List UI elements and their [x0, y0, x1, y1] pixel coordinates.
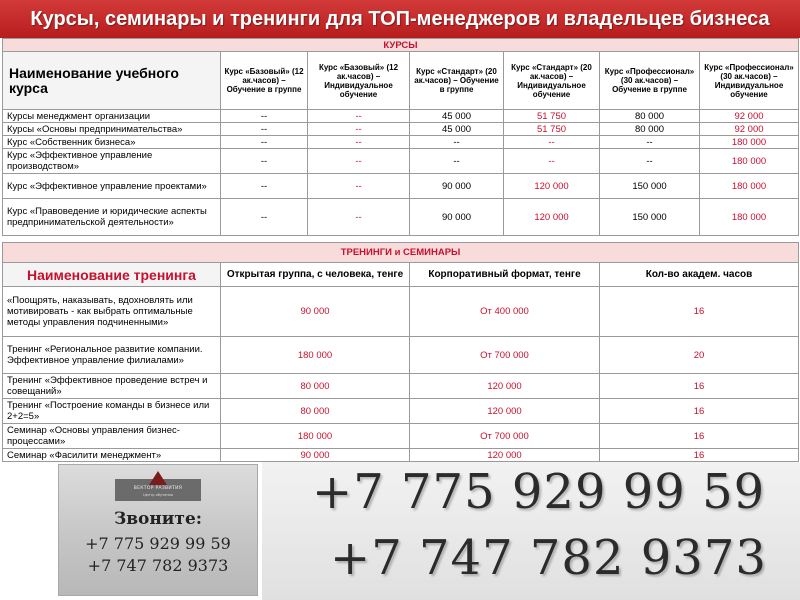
price-cell: --: [410, 149, 504, 174]
course-name: Курс «Эффективное управление проектами»: [3, 174, 221, 199]
training-name-header: Наименование тренинга: [3, 263, 221, 287]
training-name: Семинар «Основы управления бизнес-процессами»: [3, 424, 221, 449]
price-cell: 80 000: [221, 374, 410, 399]
column-header: Курс «Базовый» (12 ак.часов) – Индивидуальное обучение: [308, 52, 410, 110]
price-cell: 180 000: [221, 424, 410, 449]
price-cell: --: [504, 136, 600, 149]
price-cell: --: [600, 149, 700, 174]
price-cell: 90 000: [410, 199, 504, 236]
price-cell: 92 000: [700, 110, 799, 123]
price-cell: 120 000: [410, 374, 600, 399]
price-cell: 120 000: [504, 174, 600, 199]
price-cell: 45 000: [410, 123, 504, 136]
table-row: [3, 449, 799, 462]
logo-sub-text: Центр обучения: [143, 493, 173, 497]
training-name: Тренинг «Эффективное проведение встреч и совещаний»: [3, 374, 221, 399]
phone-number[interactable]: +7 747 782 9373: [87, 556, 229, 575]
price-cell: --: [600, 136, 700, 149]
price-cell: От 700 000: [410, 424, 600, 449]
price-cell: 80 000: [221, 399, 410, 424]
logo-mark-icon: [149, 471, 167, 485]
price-cell: 51 750: [504, 110, 600, 123]
course-name-header: Наименование учебного курса: [3, 52, 221, 110]
price-cell: 80 000: [600, 123, 700, 136]
training-name: Семинар «Фасилити менеджмент»: [3, 449, 221, 462]
course-name: Курсы менеджмент организации: [3, 110, 221, 123]
hours-cell: 20: [600, 337, 799, 374]
price-cell: --: [308, 174, 410, 199]
price-cell: 180 000: [221, 337, 410, 374]
price-cell: --: [308, 149, 410, 174]
price-cell: 90 000: [410, 174, 504, 199]
table-row: [3, 174, 799, 199]
column-header: Открытая группа, с человека, тенге: [221, 263, 410, 287]
price-cell: --: [308, 110, 410, 123]
hours-cell: 16: [600, 449, 799, 462]
hours-cell: 16: [600, 399, 799, 424]
table-row: [3, 374, 799, 399]
trainings-section-header: ТРЕНИНГИ и СЕМИНАРЫ: [3, 243, 799, 263]
price-cell: --: [504, 149, 600, 174]
price-cell: От 400 000: [410, 287, 600, 337]
column-header: Курс «Стандарт» (20 ак.часов) – Индивидуальное обучение: [504, 52, 600, 110]
course-name: Курсы «Основы предпринимательства»: [3, 123, 221, 136]
courses-section-header: КУРСЫ: [3, 39, 799, 52]
price-cell: --: [221, 110, 308, 123]
table-row: [3, 287, 799, 337]
column-header: Корпоративный формат, тенге: [410, 263, 600, 287]
call-label: Звоните:: [113, 509, 203, 529]
courses-table: [2, 38, 799, 236]
hours-cell: 16: [600, 424, 799, 449]
column-header: Курс «Профессионал» (30 ак.часов) – Обучение в группе: [600, 52, 700, 110]
column-header: Курс «Стандарт» (20 ак.часов) – Обучение в группе: [410, 52, 504, 110]
contact-area: [0, 462, 800, 600]
training-name: Тренинг «Построение команды в бизнесе или 2+2=5»: [3, 399, 221, 424]
table-row: [3, 337, 799, 374]
logo-brand-text: ВЕКТОР РАЗВИТИЯ: [133, 486, 183, 491]
price-cell: 120 000: [410, 449, 600, 462]
price-cell: От 700 000: [410, 337, 600, 374]
course-name: Курс «Собственник бизнеса»: [3, 136, 221, 149]
column-header: Курс «Базовый» (12 ак.часов) – Обучение в группе: [221, 52, 308, 110]
banner-phone-1[interactable]: +7 775 929 99 59: [312, 464, 766, 520]
table-row: [3, 136, 799, 149]
price-cell: --: [221, 199, 308, 236]
price-cell: 150 000: [600, 174, 700, 199]
price-cell: --: [308, 199, 410, 236]
table-row: [3, 123, 799, 136]
price-cell: --: [221, 123, 308, 136]
table-row: [3, 149, 799, 174]
price-cell: 180 000: [700, 149, 799, 174]
table-row: [3, 199, 799, 236]
banner-phone-2[interactable]: +7 747 782 9373: [330, 530, 767, 586]
table-row: [3, 110, 799, 123]
price-cell: 45 000: [410, 110, 504, 123]
hours-cell: 16: [600, 287, 799, 337]
price-cell: --: [410, 136, 504, 149]
price-cell: 90 000: [221, 449, 410, 462]
price-cell: --: [308, 136, 410, 149]
price-cell: 180 000: [700, 136, 799, 149]
price-cell: 51 750: [504, 123, 600, 136]
table-row: [3, 399, 799, 424]
company-logo: [115, 479, 201, 501]
table-row: [3, 424, 799, 449]
price-cell: 180 000: [700, 174, 799, 199]
price-cell: 120 000: [504, 199, 600, 236]
price-cell: 90 000: [221, 287, 410, 337]
column-header: Курс «Профессионал» (30 ак.часов) – Индивидуальное обучение: [700, 52, 799, 110]
page-title: Курсы, семинары и тренинги для ТОП-менеджеров и владельцев бизнеса: [0, 0, 800, 38]
contact-card: [58, 464, 258, 596]
phone-number[interactable]: +7 775 929 99 59: [85, 534, 231, 553]
training-name: Тренинг «Региональное развитие компании. Эффективное управление филиалами»: [3, 337, 221, 374]
column-header: Кол-во академ. часов: [600, 263, 799, 287]
price-cell: --: [221, 136, 308, 149]
price-cell: --: [221, 174, 308, 199]
price-cell: 150 000: [600, 199, 700, 236]
price-cell: 120 000: [410, 399, 600, 424]
training-name: «Поощрять, наказывать, вдохновлять или мотивировать - как выбрать оптимальные методы управления подчиненными»: [3, 287, 221, 337]
hours-cell: 16: [600, 374, 799, 399]
course-name: Курс «Правоведение и юридические аспекты предпринимательской деятельности»: [3, 199, 221, 236]
price-cell: 92 000: [700, 123, 799, 136]
price-cell: 180 000: [700, 199, 799, 236]
course-name: Курс «Эффективное управление производством»: [3, 149, 221, 174]
price-cell: --: [308, 123, 410, 136]
trainings-table: [2, 242, 799, 462]
price-cell: 80 000: [600, 110, 700, 123]
price-cell: --: [221, 149, 308, 174]
phone-banner: [262, 462, 800, 600]
